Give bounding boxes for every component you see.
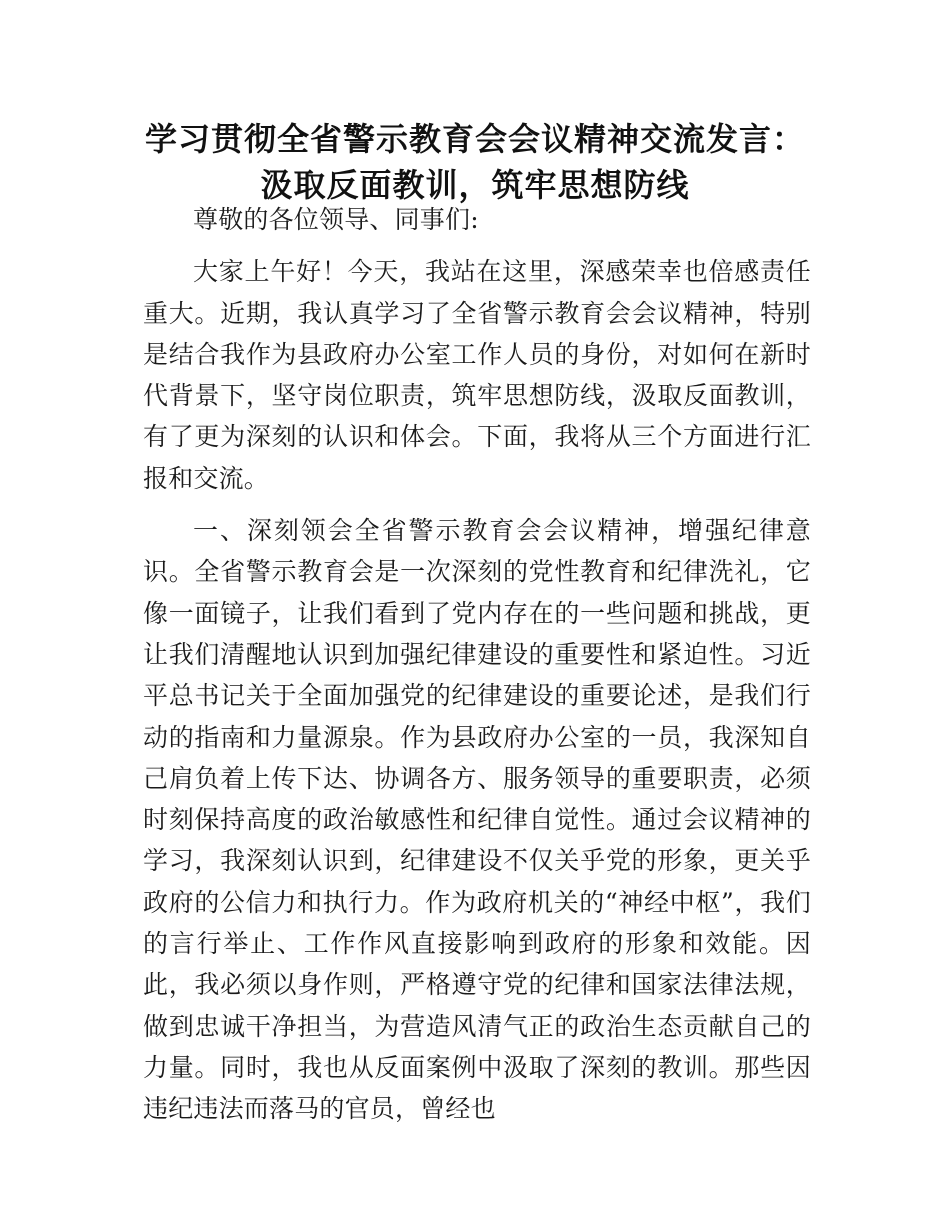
paragraph-opening: 大家上午好！今天，我站在这里，深感荣幸也倍感责任重大。近期，我认真学习了全省警示教育会会议精神，特别是结合我作为县政府办公室工作人员的身份，对如何在新时代背景下，坚守岗位职责，筑牢思想防线，汲取反面教训，有了更为深刻的认识和体会。下面，我将从三个方面进行汇报和交流。	[143, 257, 811, 493]
document-title-line-2: 汲取反面教训，筑牢思想防线	[260, 166, 690, 204]
document-title-line-1: 学习贯彻全省警示教育会会议精神交流发言：	[144, 120, 805, 158]
document-body	[143, 188, 811, 1130]
paragraph-section-one: 一、深刻领会全省警示教育会会议精神，增强纪律意识。全省警示教育会是一次深刻的党性教育和纪律洗礼，它像一面镜子，让我们看到了党内存在的一些问题和挑战，更让我们清醒地认识到加强纪律建设的重要性和紧迫性。习近平总书记关于全面加强党的纪律建设的重要论述，是我们行动的指南和力量源泉。作为县政府办公室的一员，我深知自己肩负着上传下达、协调各方、服务领导的重要职责，必须时刻保持高度的政治敏感性和纪律自觉性。通过会议精神的学习，我深刻认识到，纪律建设不仅关乎党的形象，更关乎政府的公信力和执行力。作为政府机关的“神经中枢”，我们的言行举止、工作作风直接影响到政府的形象和效能。因此，我必须以身作则，严格遵守党的纪律和国家法律法规，做到忠诚干净担当，为营造风清气正的政治生态贡献自己的力量。同时，我也从反面案例中汲取了深刻的教训。那些因违纪违法而落马的官员，曾经也	[143, 516, 811, 1124]
greeting: 尊敬的各位领导、同事们:	[193, 205, 479, 234]
